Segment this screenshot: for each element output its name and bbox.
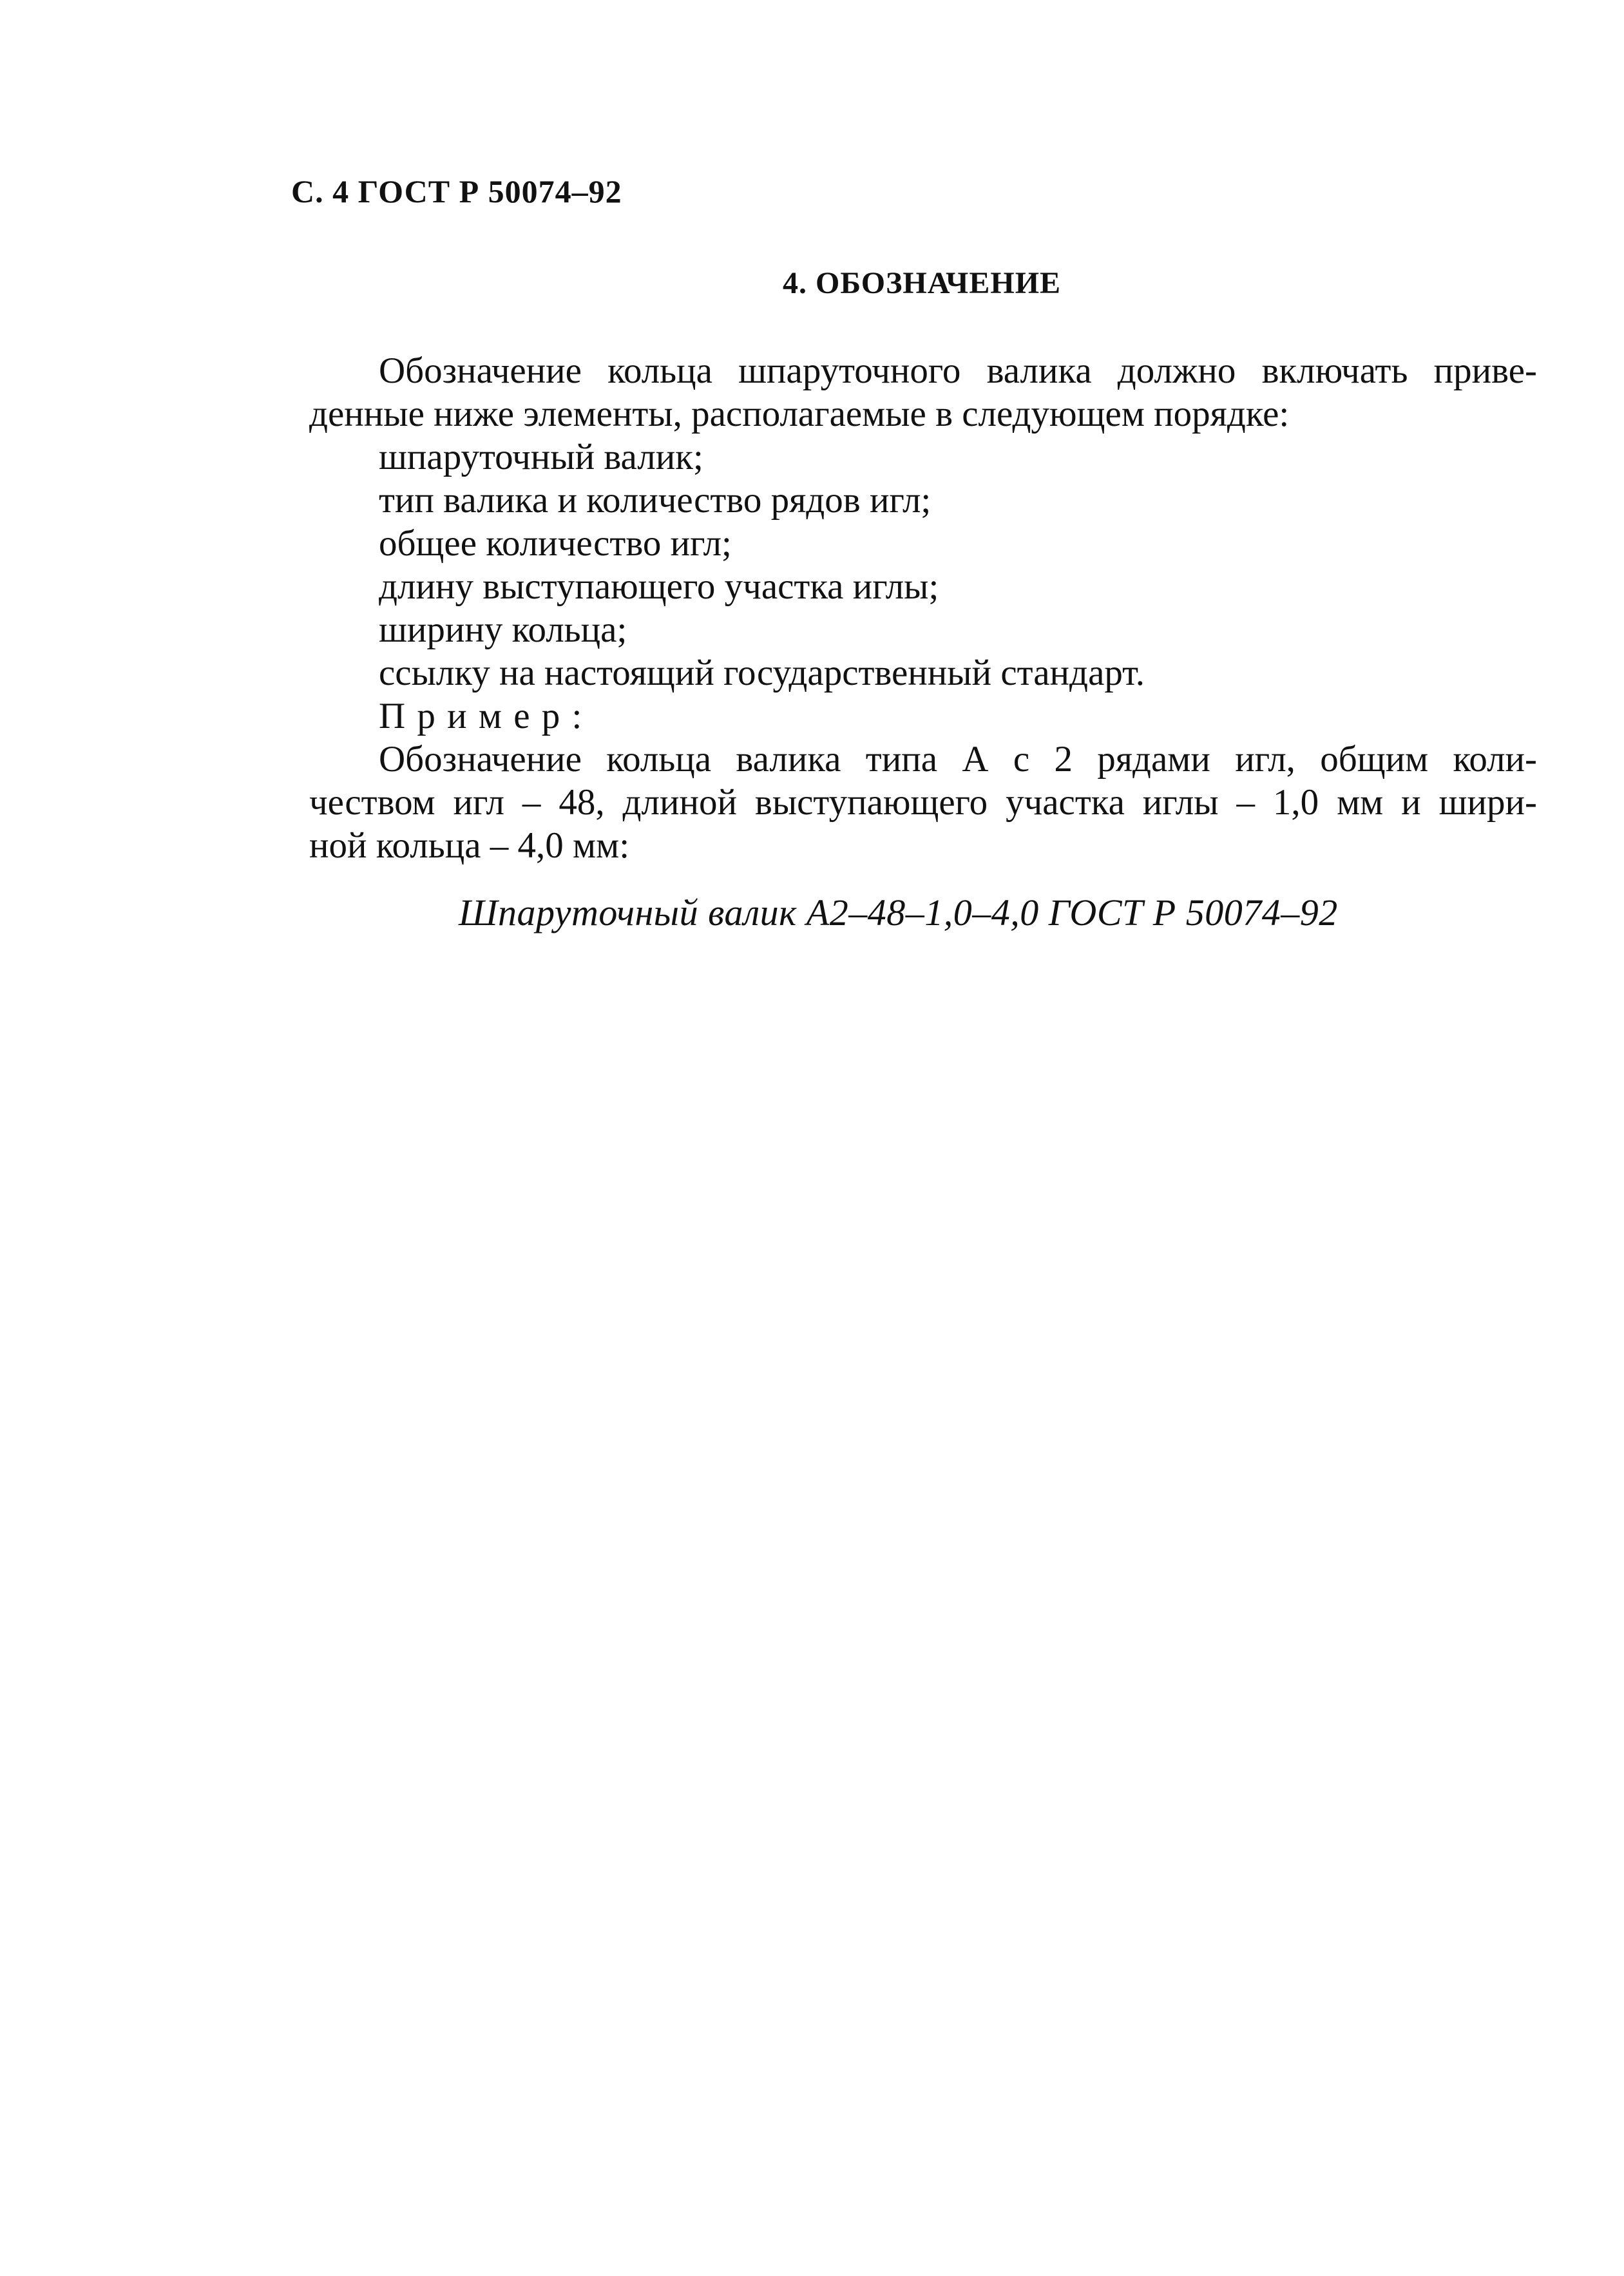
example-line-2: чеством игл – 48, длиной выступающего участка иглы – 1,0 мм и шири- bbox=[309, 782, 1537, 823]
example-line-3: ной кольца – 4,0 мм: bbox=[309, 825, 630, 866]
element-item-2: тип валика и количество рядов игл; bbox=[379, 480, 931, 521]
element-item-5: ширину кольца; bbox=[379, 609, 627, 650]
intro-line-1: Обозначение кольца шпаруточного валика должно включать приве- bbox=[379, 350, 1537, 391]
designation-example: Шпаруточный валик А2–48–1,0–4,0 ГОСТ Р 50074–92 bbox=[459, 892, 1338, 933]
intro-line-2: денные ниже элементы, располагаемые в следующем порядке: bbox=[309, 394, 1290, 434]
example-line-1: Обозначение кольца валика типа А с 2 рядами игл, общим коли- bbox=[379, 739, 1537, 779]
element-item-1: шпаруточный валик; bbox=[379, 437, 703, 477]
section-title: 4. ОБОЗНАЧЕНИЕ bbox=[783, 266, 1062, 300]
element-item-4: длину выступающего участка иглы; bbox=[379, 566, 939, 607]
body-text bbox=[309, 349, 1537, 867]
page-header: С. 4 ГОСТ Р 50074–92 bbox=[291, 173, 622, 209]
element-item-6: ссылку на настоящий государственный стандарт. bbox=[379, 653, 1145, 693]
element-item-3: общее количество игл; bbox=[379, 523, 732, 564]
example-label: Пример: bbox=[379, 696, 594, 736]
